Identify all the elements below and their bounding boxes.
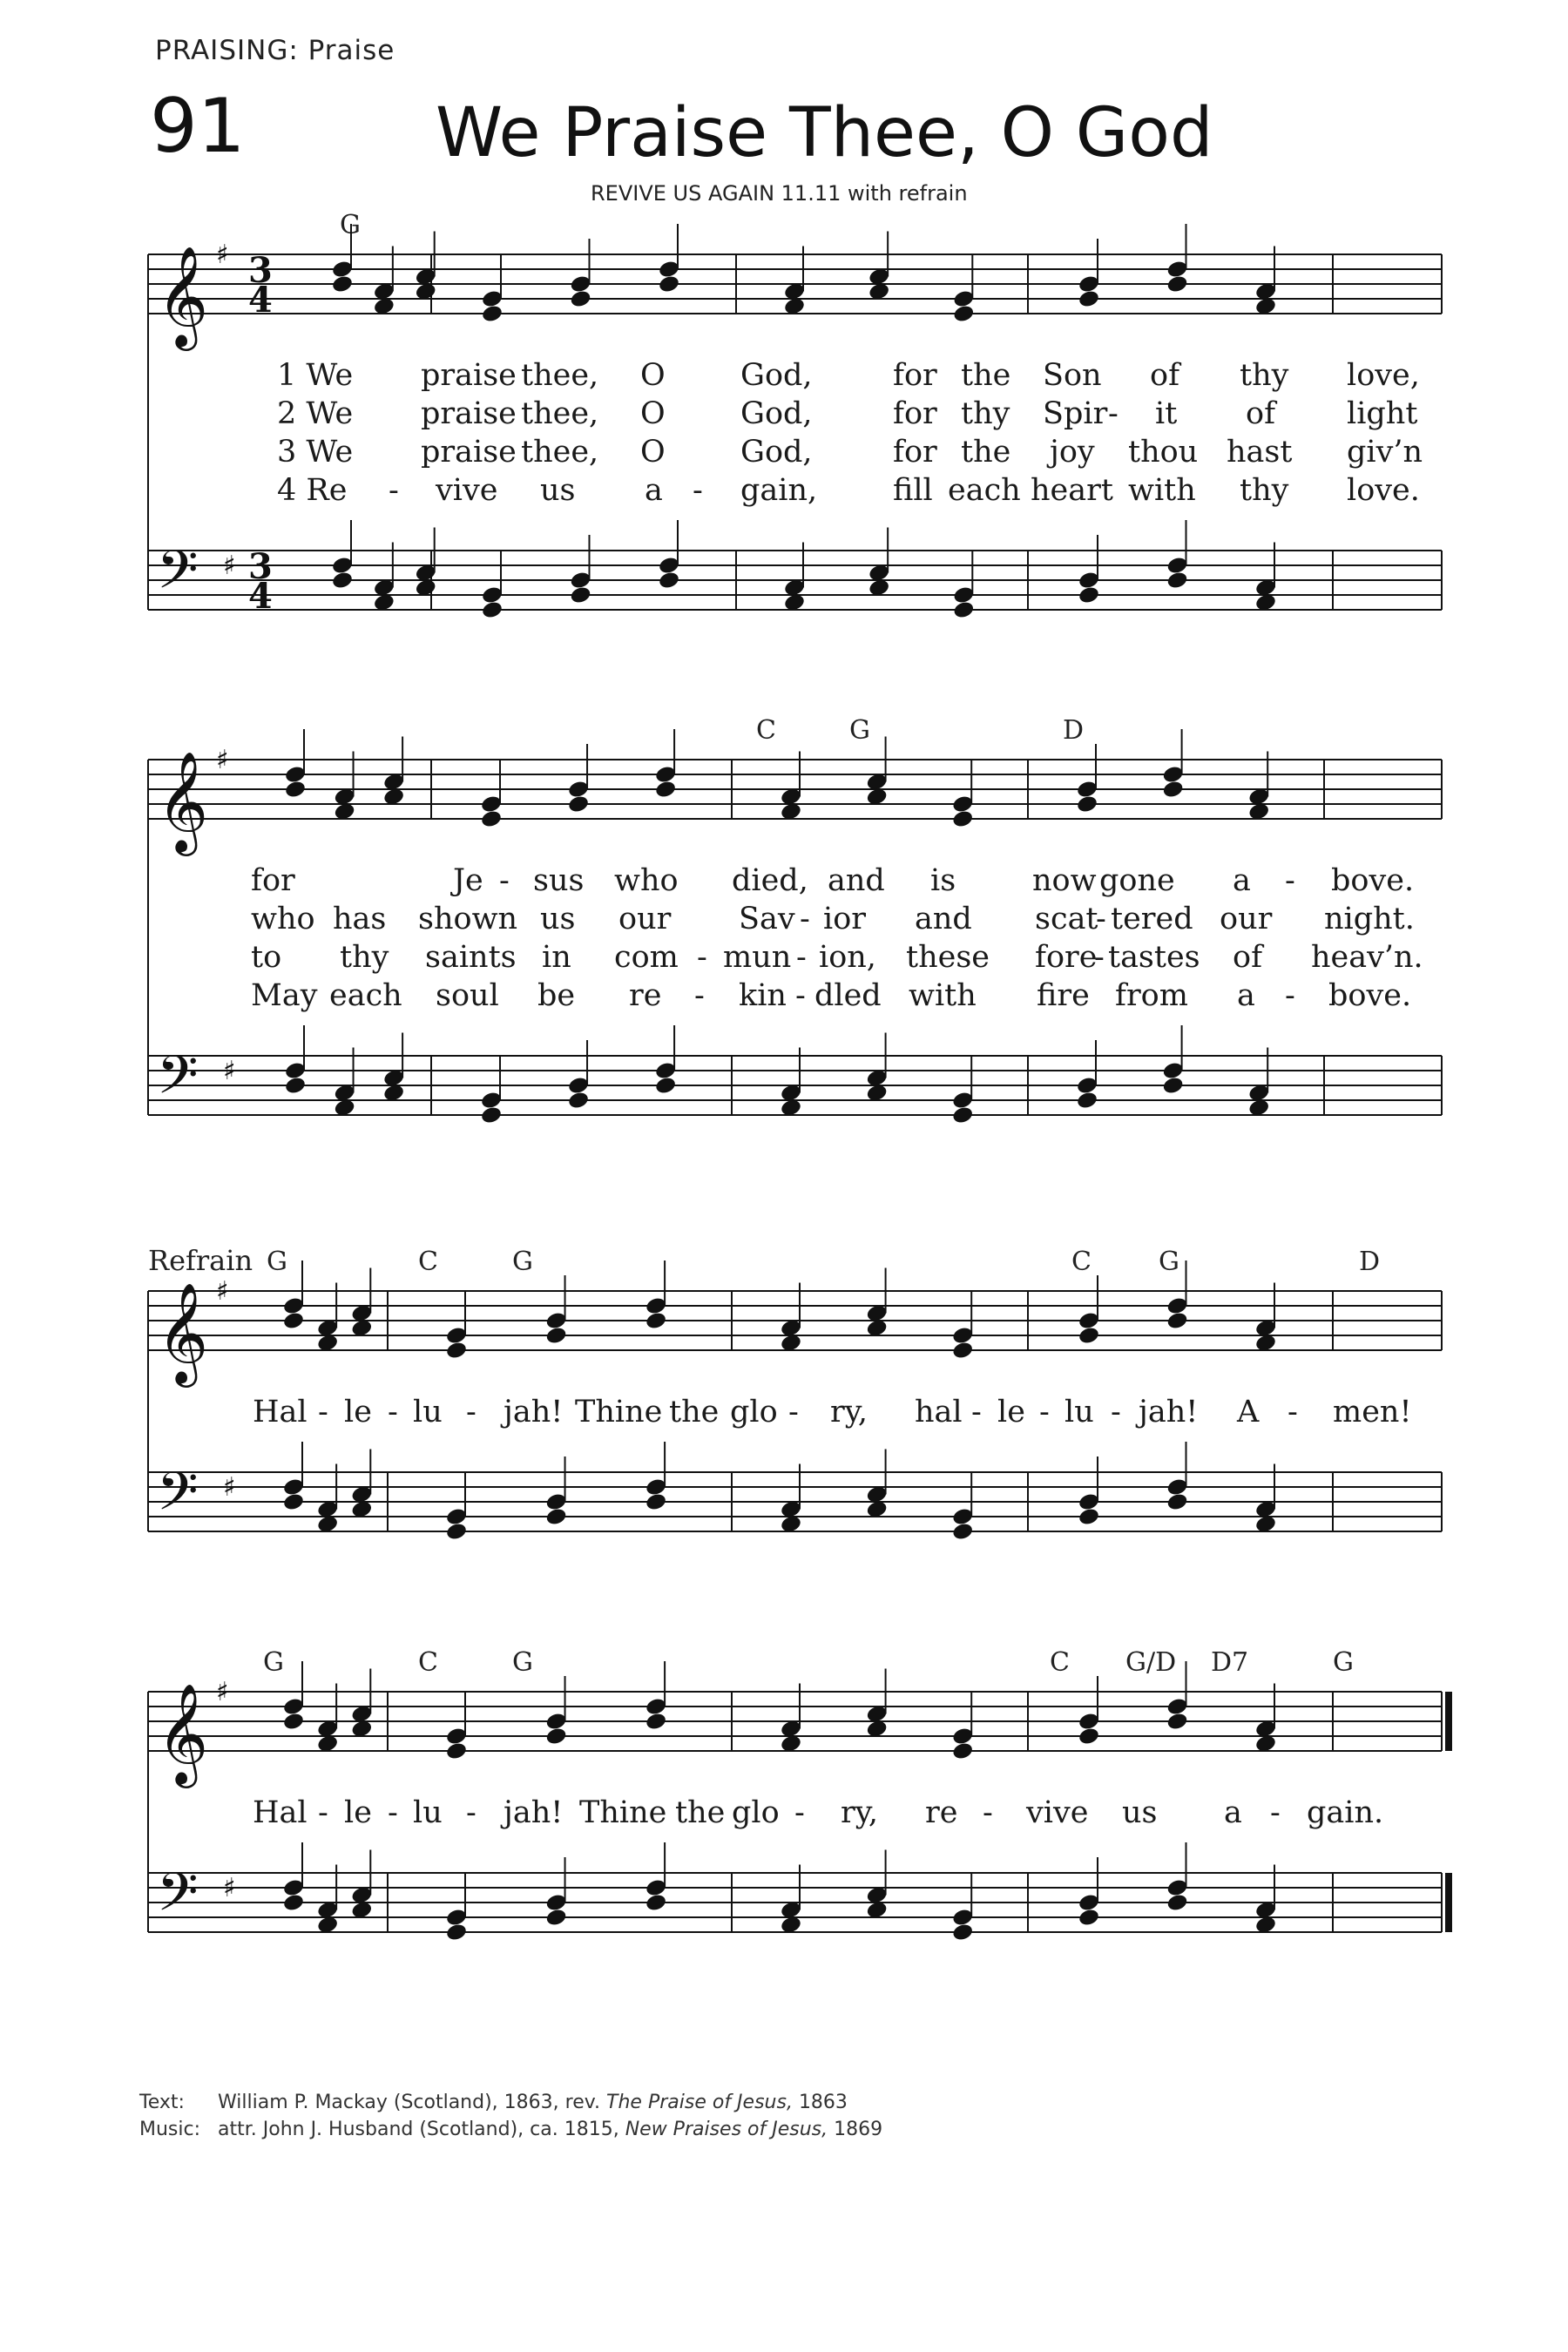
- chord-symbol: C: [1050, 1647, 1070, 1678]
- lyric-syllable: 1 We: [277, 358, 354, 393]
- lyric-syllable: thou: [1128, 435, 1199, 470]
- lyric-syllable: May: [251, 978, 318, 1013]
- lyric-syllable: in: [542, 940, 571, 975]
- lyric-syllable: mun: [723, 940, 792, 975]
- lyric-syllable: hal: [915, 1395, 963, 1429]
- lyric-syllable: -: [694, 978, 705, 1013]
- music-system-4: [0, 1629, 1568, 1995]
- lyric-syllable: -: [983, 1795, 993, 1830]
- treble-note-head: [658, 274, 680, 294]
- lyric-syllable: lu: [1064, 1395, 1094, 1429]
- lyric-syllable: love,: [1347, 358, 1420, 393]
- tune-info: REVIVE US AGAIN 11.11 with refrain: [591, 181, 968, 206]
- lyric-syllable: bove.: [1331, 863, 1415, 898]
- lyric-syllable: to: [251, 940, 282, 975]
- treble-note-head: [284, 780, 307, 800]
- lyric-syllable: love.: [1347, 473, 1420, 508]
- lyric-syllable: praise: [421, 396, 517, 431]
- lyric-syllable: -: [466, 1795, 476, 1830]
- music-system-2: [0, 697, 1568, 1185]
- lyric-syllable: thy: [1240, 358, 1289, 393]
- lyric-syllable: a: [1237, 978, 1255, 1013]
- lyric-syllable: 2 We: [277, 396, 354, 431]
- lyric-syllable: fore: [1035, 940, 1098, 975]
- refrain-label: Refrain: [148, 1244, 253, 1277]
- lyric-syllable: these: [906, 940, 990, 975]
- lyric-syllable: ion,: [819, 940, 876, 975]
- lyric-syllable: us: [540, 902, 576, 936]
- lyric-syllable: who: [614, 863, 679, 898]
- lyric-syllable: -: [800, 902, 810, 936]
- chord-symbol: G: [340, 210, 361, 240]
- time-signature-top: 3: [248, 546, 273, 587]
- lyric-syllable: the: [675, 1795, 726, 1830]
- lyric-syllable: com: [614, 940, 679, 975]
- bass-note-head: [569, 585, 591, 605]
- music-system-3: [0, 1228, 1568, 1594]
- bass-note-head: [658, 571, 680, 591]
- chord-symbol: C: [1071, 1247, 1092, 1277]
- treble-note-head: [1078, 1727, 1100, 1747]
- lyric-syllable: for: [251, 863, 295, 898]
- lyric-syllable: gone: [1099, 863, 1175, 898]
- lyric-syllable: Hal: [253, 1795, 308, 1830]
- chord-symbol: D: [1063, 715, 1085, 746]
- bass-note-head: [1166, 1893, 1188, 1913]
- lyric-syllable: saints: [425, 940, 517, 975]
- bass-note-head: [445, 1522, 468, 1542]
- lyric-syllable: us: [540, 473, 576, 508]
- lyric-syllable: -: [1108, 396, 1119, 431]
- lyric-syllable: praise: [421, 435, 517, 470]
- treble-note-head: [481, 304, 504, 324]
- lyric-syllable: -: [318, 1395, 328, 1429]
- lyric-syllable: of: [1150, 358, 1180, 393]
- lyric-syllable: hast: [1227, 435, 1293, 470]
- bass-note-head: [567, 1091, 590, 1111]
- key-sharp-icon: ♯: [216, 1276, 229, 1308]
- chord-symbol: G/D: [1125, 1647, 1177, 1678]
- bass-note-head: [645, 1893, 667, 1913]
- bass-note-head: [1162, 1076, 1185, 1096]
- treble-note-head: [951, 809, 974, 829]
- lyric-syllable: ior: [823, 902, 866, 936]
- hymn-title: We Praise Thee, O God: [436, 94, 1213, 172]
- bass-clef-icon: 𝄢: [157, 1461, 199, 1536]
- bass-note-head: [1166, 1492, 1188, 1512]
- lyric-syllable: dled: [814, 978, 882, 1013]
- text-credit: [139, 2089, 882, 2116]
- lyric-syllable: gain.: [1307, 1795, 1384, 1830]
- lyric-syllable: of: [1246, 396, 1276, 431]
- lyric-syllable: heav’n.: [1311, 940, 1423, 975]
- lyric-syllable: has: [333, 902, 387, 936]
- lyric-syllable: ry,: [830, 1395, 868, 1429]
- treble-note-head: [951, 1741, 974, 1761]
- chord-symbol: G: [512, 1247, 533, 1277]
- bass-note-head: [1078, 1507, 1100, 1527]
- lyric-syllable: thee,: [521, 358, 599, 393]
- bass-note-head: [282, 1492, 305, 1512]
- lyric-syllable: with: [1128, 473, 1196, 508]
- lyric-syllable: a: [1233, 863, 1251, 898]
- lyric-syllable: a: [1224, 1795, 1242, 1830]
- lyric-syllable: -: [971, 1395, 982, 1429]
- lyric-syllable: heart: [1031, 473, 1113, 508]
- treble-note-head: [1076, 794, 1098, 814]
- chord-symbol: G: [849, 715, 870, 746]
- music-credit-composer: attr. John J. Husband (Scotland), ca. 1815,: [218, 2119, 619, 2140]
- lyric-syllable: from: [1115, 978, 1188, 1013]
- lyric-syllable: thy: [340, 940, 389, 975]
- lyric-syllable: O: [640, 396, 666, 431]
- chord-symbol: C: [418, 1247, 438, 1277]
- chord-symbol: C: [418, 1647, 438, 1678]
- bass-note-head: [1078, 585, 1100, 605]
- treble-note-head: [331, 274, 354, 294]
- lyric-syllable: soul: [436, 978, 499, 1013]
- key-sharp-icon: ♯: [223, 1056, 236, 1087]
- lyric-syllable: men!: [1333, 1395, 1412, 1429]
- lyric-syllable: now: [1032, 863, 1097, 898]
- lyric-syllable: O: [640, 435, 666, 470]
- lyric-syllable: -: [499, 863, 510, 898]
- treble-note-head: [567, 794, 590, 814]
- lyric-syllable: -: [388, 1395, 398, 1429]
- key-sharp-icon: ♯: [223, 551, 236, 582]
- lyric-syllable: -: [1111, 1395, 1121, 1429]
- treble-clef-icon: 𝄞: [157, 750, 209, 852]
- music-credit: [139, 2116, 882, 2143]
- lyric-syllable: our: [1220, 902, 1273, 936]
- lyric-syllable: a: [645, 473, 663, 508]
- bass-note-head: [481, 600, 504, 620]
- lyric-syllable: glo: [732, 1795, 780, 1830]
- treble-note-head: [282, 1712, 305, 1732]
- lyric-syllable: night.: [1324, 902, 1415, 936]
- lyric-syllable: lu: [413, 1795, 443, 1830]
- bass-clef-icon: 𝄢: [157, 1044, 199, 1119]
- lyric-syllable: praise: [421, 358, 517, 393]
- chord-symbol: G: [1159, 1247, 1179, 1277]
- treble-note-head: [282, 1311, 305, 1331]
- key-sharp-icon: ♯: [216, 745, 229, 776]
- lyric-syllable: the: [961, 435, 1011, 470]
- lyric-syllable: each: [948, 473, 1021, 508]
- bass-clef-icon: 𝄢: [157, 539, 199, 614]
- lyric-syllable: for: [893, 358, 937, 393]
- lyric-syllable: for: [893, 435, 937, 470]
- lyric-syllable: -: [788, 1395, 799, 1429]
- bass-clef-icon: 𝄢: [157, 1862, 199, 1936]
- lyric-syllable: the: [961, 358, 1011, 393]
- text-credit-author: William P. Mackay (Scotland), 1863, rev.: [218, 2092, 601, 2113]
- lyric-syllable: 4 Re: [277, 473, 348, 508]
- lyric-syllable: -: [693, 473, 703, 508]
- music-system-1: [0, 192, 1568, 679]
- lyric-syllable: who: [251, 902, 315, 936]
- treble-note-head: [544, 1326, 567, 1346]
- lyric-syllable: kin: [739, 978, 787, 1013]
- treble-note-head: [1078, 1326, 1100, 1346]
- treble-clef-icon: 𝄞: [157, 1682, 209, 1784]
- key-sharp-icon: ♯: [216, 240, 229, 271]
- treble-note-head: [1162, 780, 1185, 800]
- bass-note-head: [544, 1908, 567, 1928]
- lyric-syllable: bove.: [1328, 978, 1412, 1013]
- lyric-syllable: thy: [961, 396, 1010, 431]
- bass-note-head: [1166, 571, 1188, 591]
- text-credit-year: 1863: [798, 2092, 848, 2113]
- lyric-syllable: giv’n: [1347, 435, 1423, 470]
- text-credit-label: Text:: [139, 2092, 185, 2113]
- time-signature-bottom: 4: [248, 576, 273, 617]
- music-credit-source: New Praises of Jesus,: [625, 2119, 828, 2140]
- lyric-syllable: jah!: [1139, 1395, 1199, 1429]
- key-sharp-icon: ♯: [216, 1677, 229, 1708]
- treble-note-head: [952, 304, 975, 324]
- lyric-syllable: -: [796, 940, 807, 975]
- lyric-syllable: Hal: [253, 1395, 308, 1429]
- lyric-syllable: is: [930, 863, 956, 898]
- lyric-syllable: Son: [1043, 358, 1102, 393]
- lyric-syllable: -: [318, 1795, 328, 1830]
- lyric-syllable: and: [828, 863, 885, 898]
- treble-note-head: [1166, 274, 1188, 294]
- lyric-syllable: fire: [1037, 978, 1090, 1013]
- lyric-syllable: Sav: [739, 902, 795, 936]
- hymn-number: 91: [150, 83, 246, 170]
- lyric-syllable: of: [1233, 940, 1263, 975]
- lyric-syllable: le: [997, 1395, 1025, 1429]
- lyric-syllable: each: [329, 978, 402, 1013]
- lyric-syllable: -: [794, 1795, 805, 1830]
- lyric-syllable: -: [1270, 1795, 1281, 1830]
- bass-note-head: [951, 1105, 974, 1125]
- treble-note-head: [569, 289, 591, 309]
- lyric-syllable: Thine: [575, 1395, 663, 1429]
- lyric-syllable: shown: [418, 902, 518, 936]
- lyric-syllable: glo: [730, 1395, 778, 1429]
- lyric-syllable: thy: [1240, 473, 1289, 508]
- chord-symbol: C: [756, 715, 776, 746]
- chord-symbol: G: [267, 1247, 287, 1277]
- lyric-syllable: -: [1096, 902, 1106, 936]
- lyric-syllable: jah!: [504, 1795, 564, 1830]
- treble-note-head: [1166, 1712, 1188, 1732]
- bass-note-head: [331, 571, 354, 591]
- lyric-syllable: O: [640, 358, 666, 393]
- lyric-syllable: God,: [740, 396, 813, 431]
- treble-note-head: [544, 1727, 567, 1747]
- lyric-syllable: God,: [740, 435, 813, 470]
- treble-clef-icon: 𝄞: [157, 1281, 209, 1383]
- lyric-syllable: -: [1285, 863, 1295, 898]
- lyric-syllable: A: [1237, 1395, 1260, 1429]
- treble-note-head: [654, 780, 677, 800]
- bass-note-head: [951, 1923, 974, 1943]
- lyric-syllable: Thine: [579, 1795, 667, 1830]
- lyric-syllable: fill: [893, 473, 933, 508]
- lyric-syllable: be: [537, 978, 576, 1013]
- lyric-syllable: -: [697, 940, 707, 975]
- treble-note-head: [1166, 1311, 1188, 1331]
- chord-symbol: G: [512, 1647, 533, 1678]
- lyric-syllable: sus: [533, 863, 585, 898]
- lyric-syllable: vive: [1026, 1795, 1089, 1830]
- lyric-syllable: -: [466, 1395, 476, 1429]
- chord-symbol: G: [263, 1647, 284, 1678]
- treble-clef-icon: 𝄞: [157, 245, 209, 347]
- chord-symbol: G: [1333, 1647, 1354, 1678]
- lyric-syllable: tered: [1111, 902, 1193, 936]
- time-signature-top: 3: [248, 250, 273, 291]
- lyric-syllable: re: [925, 1795, 958, 1830]
- lyric-syllable: gain,: [740, 473, 818, 508]
- lyric-syllable: Je: [453, 863, 483, 898]
- bass-note-head: [654, 1076, 677, 1096]
- lyric-syllable: -: [1094, 940, 1105, 975]
- bass-note-head: [445, 1923, 468, 1943]
- lyric-syllable: tastes: [1108, 940, 1200, 975]
- lyric-syllable: re: [629, 978, 662, 1013]
- bass-note-head: [645, 1492, 667, 1512]
- lyric-syllable: le: [344, 1395, 372, 1429]
- lyric-syllable: ry,: [841, 1795, 878, 1830]
- lyric-syllable: -: [1288, 1395, 1298, 1429]
- lyric-syllable: with: [909, 978, 977, 1013]
- section-label: PRAISING: Praise: [155, 35, 395, 66]
- treble-note-head: [645, 1712, 667, 1732]
- bass-note-head: [1078, 1908, 1100, 1928]
- treble-note-head: [1078, 289, 1100, 309]
- lyric-syllable: for: [893, 396, 937, 431]
- lyric-syllable: -: [388, 1795, 398, 1830]
- lyric-syllable: Spir: [1043, 396, 1108, 431]
- lyric-syllable: thee,: [521, 396, 599, 431]
- lyric-syllable: -: [389, 473, 399, 508]
- lyric-syllable: died,: [732, 863, 808, 898]
- lyric-syllable: it: [1155, 396, 1178, 431]
- credits: [139, 2089, 882, 2143]
- lyric-syllable: lu: [413, 1395, 443, 1429]
- treble-note-head: [445, 1341, 468, 1361]
- time-signature-bottom: 4: [248, 280, 273, 321]
- bass-note-head: [284, 1076, 307, 1096]
- key-sharp-icon: ♯: [223, 1873, 236, 1904]
- bass-note-head: [480, 1105, 503, 1125]
- treble-note-head: [951, 1341, 974, 1361]
- lyric-syllable: us: [1122, 1795, 1158, 1830]
- text-credit-source: The Praise of Jesus,: [606, 2092, 793, 2113]
- treble-note-head: [645, 1311, 667, 1331]
- bass-note-head: [544, 1507, 567, 1527]
- lyric-syllable: thee,: [521, 435, 599, 470]
- treble-note-head: [480, 809, 503, 829]
- lyric-syllable: joy: [1050, 435, 1095, 470]
- bass-note-head: [1076, 1091, 1098, 1111]
- lyric-syllable: vive: [436, 473, 498, 508]
- music-credit-label: Music:: [139, 2119, 201, 2140]
- lyric-syllable: -: [1285, 978, 1295, 1013]
- lyric-syllable: -: [795, 978, 806, 1013]
- music-credit-year: 1869: [834, 2119, 883, 2140]
- bass-note-head: [282, 1893, 305, 1913]
- lyric-syllable: and: [915, 902, 972, 936]
- lyric-syllable: the: [669, 1395, 720, 1429]
- bass-note-head: [951, 1522, 974, 1542]
- lyric-syllable: 3 We: [277, 435, 354, 470]
- bass-note-head: [952, 600, 975, 620]
- lyric-syllable: -: [1039, 1395, 1050, 1429]
- key-sharp-icon: ♯: [223, 1472, 236, 1504]
- chord-symbol: D7: [1211, 1647, 1249, 1678]
- lyric-syllable: God,: [740, 358, 813, 393]
- lyric-syllable: our: [618, 902, 672, 936]
- treble-note-head: [445, 1741, 468, 1761]
- lyric-syllable: jah!: [504, 1395, 564, 1429]
- chord-symbol: D: [1359, 1247, 1381, 1277]
- lyric-syllable: le: [344, 1795, 372, 1830]
- lyric-syllable: light: [1347, 396, 1418, 431]
- lyric-syllable: scat: [1035, 902, 1098, 936]
